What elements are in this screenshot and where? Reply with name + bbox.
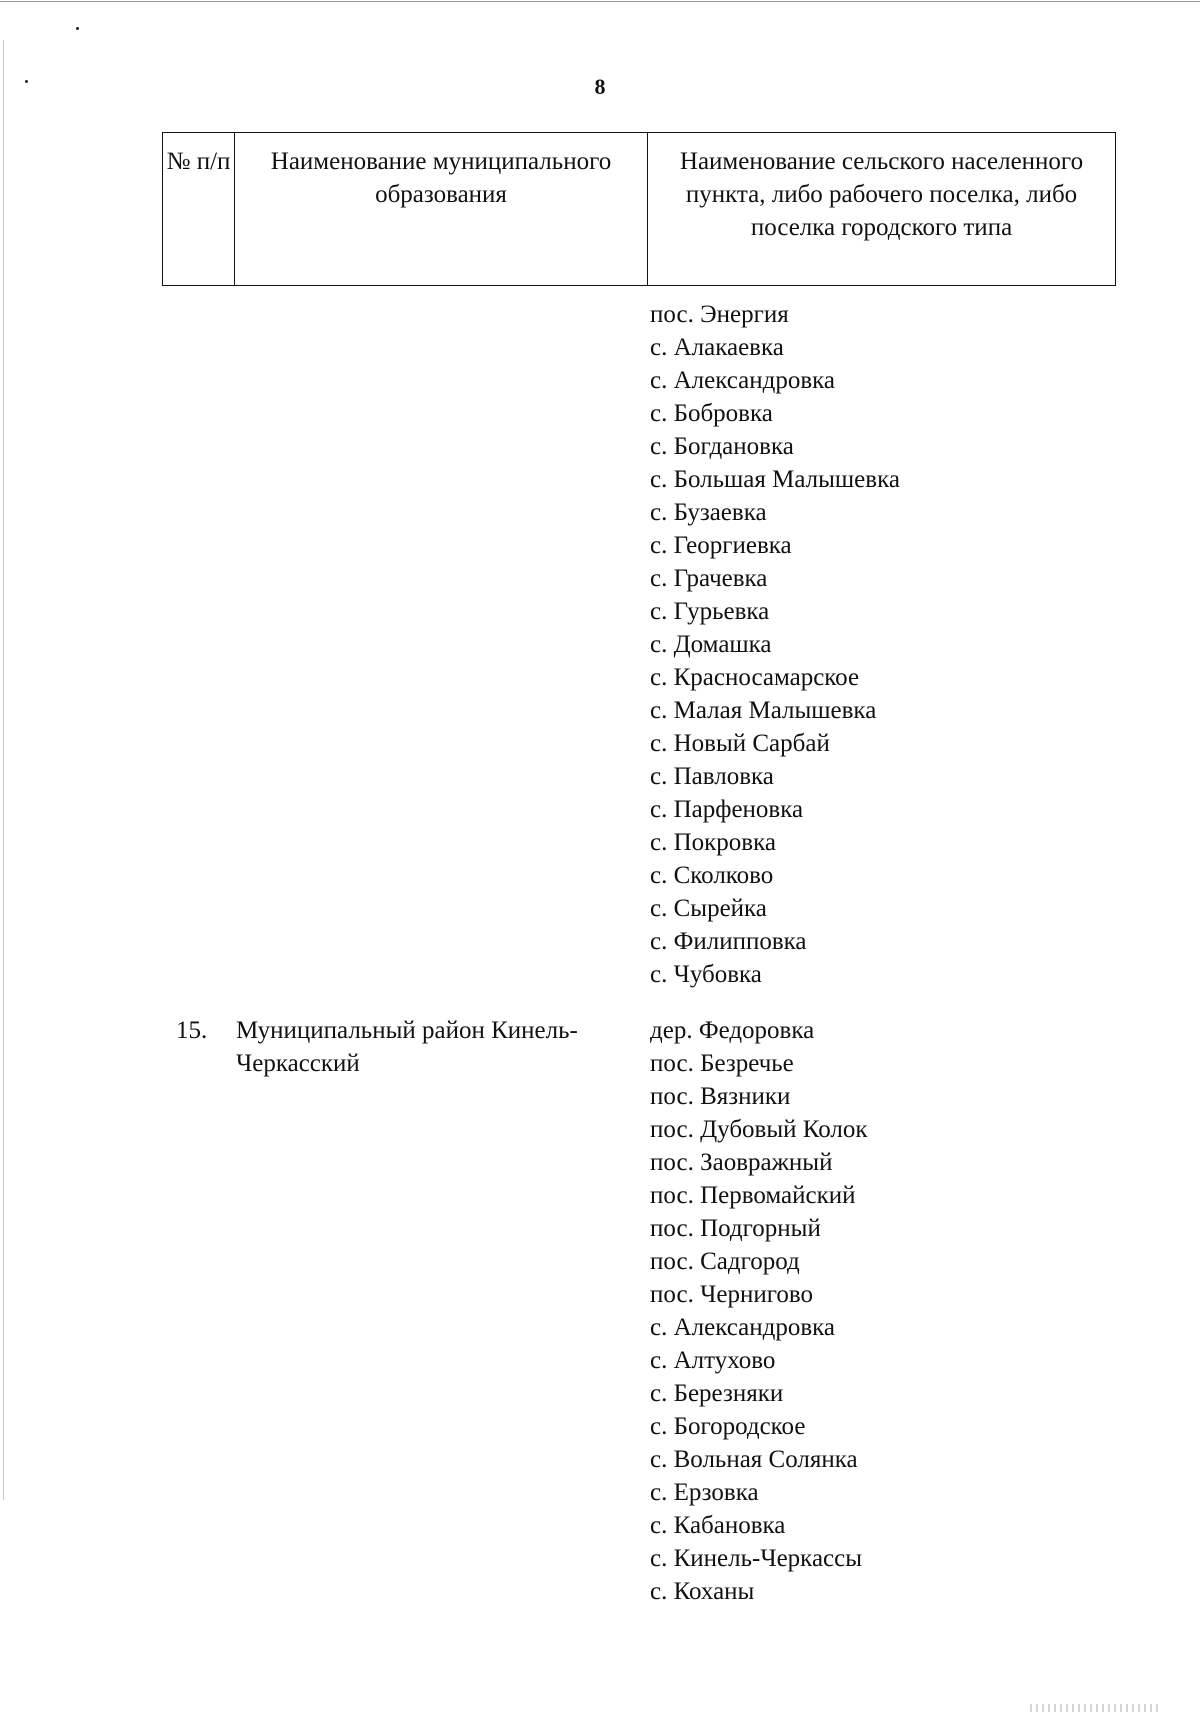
settlement-item: с. Парфеновка xyxy=(650,796,804,823)
settlement-item: с. Бобровка xyxy=(650,400,773,427)
settlement-item: с. Малая Малышевка xyxy=(650,697,877,724)
settlement-item: с. Коханы xyxy=(650,1578,755,1605)
settlement-item: с. Гурьевка xyxy=(650,598,770,625)
settlement-item: с. Павловка xyxy=(650,763,774,790)
scan-speck xyxy=(76,27,79,30)
settlement-item: пос. Подгорный xyxy=(650,1215,821,1242)
header-number: № п/п xyxy=(166,148,231,175)
settlement-item: пос. Первомайский xyxy=(650,1182,856,1209)
settlement-item: с. Георгиевка xyxy=(650,532,792,559)
settlement-item: с. Богородское xyxy=(650,1413,806,1440)
settlement-item: с. Ерзовка xyxy=(650,1479,759,1506)
settlement-list xyxy=(650,298,900,991)
settlement-item: с. Богдановка xyxy=(650,433,794,460)
settlement-item: с. Большая Малышевка xyxy=(650,466,900,493)
table-header xyxy=(162,132,1116,286)
header-settlement: Наименование сельского населенного пункта, либо рабочего поселка, либо поселка городского типа xyxy=(647,133,1115,285)
settlement-item: дер. Федоровка xyxy=(650,1017,815,1044)
settlement-item: с. Сырейка xyxy=(650,895,767,922)
settlement-list xyxy=(650,1014,868,1608)
settlement-item: с. Новый Сарбай xyxy=(650,730,830,757)
settlement-item: пос. Садгород xyxy=(650,1248,800,1275)
settlement-item: с. Березняки xyxy=(650,1380,784,1407)
row-municipality: Муниципальный район Кинель-Черкасский xyxy=(236,1017,578,1077)
settlement-item: с. Сколково xyxy=(650,862,774,889)
settlement-item: с. Чубовка xyxy=(650,961,762,988)
scan-noise xyxy=(1030,1704,1160,1712)
settlement-item: с. Красносамарское xyxy=(650,664,860,691)
settlement-item: с. Филипповка xyxy=(650,928,807,955)
settlement-item: пос. Вязники xyxy=(650,1083,791,1110)
page-number: 8 xyxy=(594,74,606,99)
settlement-item: пос. Заовражный xyxy=(650,1149,833,1176)
settlement-item: с. Алтухово xyxy=(650,1347,776,1374)
settlement-item: с. Домашка xyxy=(650,631,772,658)
settlement-item: с. Александровка xyxy=(650,1314,836,1341)
settlement-item: пос. Дубовый Колок xyxy=(650,1116,868,1143)
scan-edge-left xyxy=(3,40,4,1500)
row-number: 15. xyxy=(176,1017,208,1044)
settlement-item: с. Кинель-Черкассы xyxy=(650,1545,863,1572)
settlement-item: пос. Чернигово xyxy=(650,1281,813,1308)
settlement-item: с. Вольная Солянка xyxy=(650,1446,858,1473)
settlement-item: с. Кабановка xyxy=(650,1512,786,1539)
scan-edge-top xyxy=(0,1,1200,2)
settlement-item: пос. Энергия xyxy=(650,301,789,328)
settlement-item: с. Грачевка xyxy=(650,565,768,592)
settlement-item: пос. Безречье xyxy=(650,1050,794,1077)
settlement-item: с. Бузаевка xyxy=(650,499,767,526)
header-municipality: Наименование муниципального образования xyxy=(234,133,647,285)
settlement-item: с. Алакаевка xyxy=(650,334,784,361)
settlement-item: с. Александровка xyxy=(650,367,836,394)
settlement-item: с. Покровка xyxy=(650,829,776,856)
